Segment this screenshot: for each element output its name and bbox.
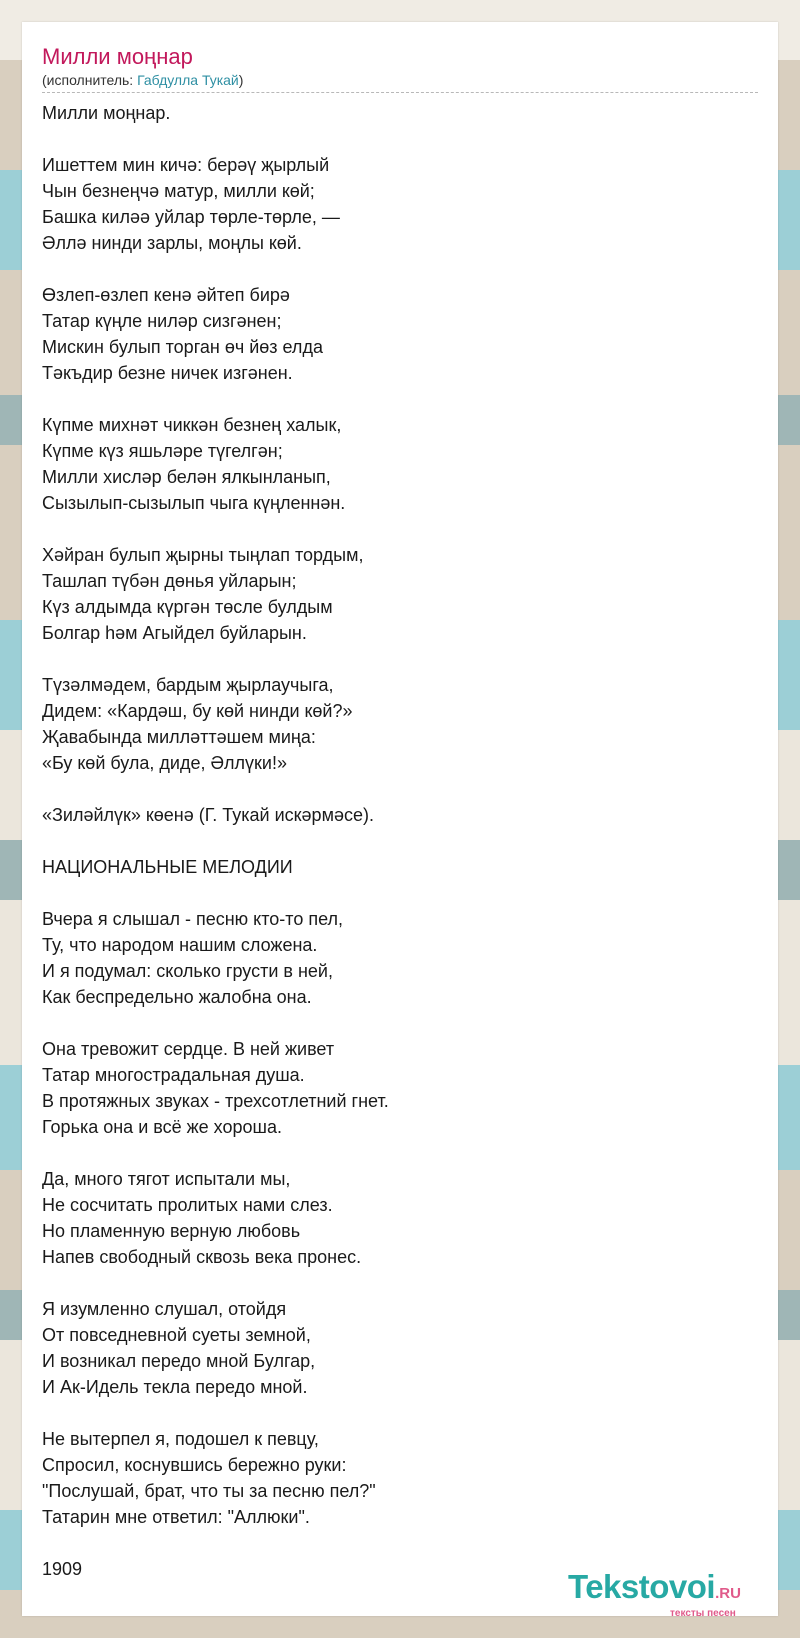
lyric-line: Татар многострадальная душа. xyxy=(42,1065,305,1085)
stanza xyxy=(42,854,742,880)
site-logo[interactable] xyxy=(568,1568,741,1619)
lyric-line: Ишеттем мин кичә: берәү җырлый xyxy=(42,155,330,175)
lyric-line: Мискин булып торган өч йөз елда xyxy=(42,337,323,357)
artist-prefix: (исполнитель: xyxy=(42,72,138,88)
logo-text: Tekstovoi xyxy=(568,1568,716,1605)
lyric-line: Дидем: «Кардәш, бу көй нинди көй?» xyxy=(42,701,353,721)
lyric-line: Күпме күз яшьләре түгелгән; xyxy=(42,441,283,461)
lyric-line: Ту, что народом нашим сложена. xyxy=(42,935,318,955)
lyric-line: Ташлап түбән дөнья уйларын; xyxy=(42,571,297,591)
lyric-line: Милли хисләр белән ялкынланып, xyxy=(42,467,331,487)
lyric-line: Түзәлмәдем, бардым җырлаучыга, xyxy=(42,675,334,695)
lyrics-text xyxy=(42,100,742,1608)
lyric-line: Әллә нинди зарлы, моңлы көй. xyxy=(42,233,302,253)
lyric-line: Вчера я слышал - песню кто-то пел, xyxy=(42,909,343,929)
lyric-line: Татарин мне ответил: "Аллюки". xyxy=(42,1507,310,1527)
lyric-line: Я изумленно слушал, отойдя xyxy=(42,1299,287,1319)
lyric-line: «Бу көй була, диде, Әллүки!» xyxy=(42,753,287,773)
page-title: Милли моңнар xyxy=(42,44,193,69)
stanza xyxy=(42,152,742,256)
lyric-line: И Ак-Идель текла передо мной. xyxy=(42,1377,308,1397)
lyric-line: Тәкъдир безне ничек изгәнен. xyxy=(42,363,293,383)
lyric-line: Болгар һәм Агыйдел буйларын. xyxy=(42,623,307,643)
stanza xyxy=(42,282,742,386)
stanza xyxy=(42,412,742,516)
artist-line xyxy=(42,72,243,88)
stanza xyxy=(42,100,742,126)
lyric-line: Хәйран булып җырны тыңлап тордым, xyxy=(42,545,364,565)
logo-tagline: тексты песен xyxy=(670,1608,736,1619)
stanza xyxy=(42,542,742,646)
lyric-line: Күпме михнәт чиккән безнең халык, xyxy=(42,415,342,435)
lyric-line: Өзлеп-өзлеп кенә әйтеп бирә xyxy=(42,285,290,305)
logo-tld: .RU xyxy=(715,1585,741,1602)
lyric-line: Сызылып-сызылып чыга күңленнән. xyxy=(42,493,346,513)
lyric-line: Но пламенную верную любовь xyxy=(42,1221,301,1241)
lyric-line: Башка киләә уйлар төрле-төрле, — xyxy=(42,207,340,227)
lyric-line: И я подумал: сколько грусти в ней, xyxy=(42,961,333,981)
divider xyxy=(42,92,758,93)
lyric-line: Да, много тягот испытали мы, xyxy=(42,1169,291,1189)
stanza xyxy=(42,1296,742,1400)
artist-link[interactable]: Габдулла Тукай xyxy=(137,72,239,88)
lyrics-card xyxy=(22,22,778,1616)
lyric-line: Она тревожит сердце. В ней живет xyxy=(42,1039,335,1059)
lyric-line: В протяжных звуках - трехсотлетний гнет. xyxy=(42,1091,389,1111)
lyric-line: От повседневной суеты земной, xyxy=(42,1325,311,1345)
lyric-line: «Зиләйлүк» көенә (Г. Тукай искәрмәсе). xyxy=(42,805,374,825)
lyric-line: Күз алдымда күргән төсле булдым xyxy=(42,597,333,617)
stanza xyxy=(42,906,742,1010)
lyric-line: Не сосчитать пролитых нами слез. xyxy=(42,1195,333,1215)
stanza xyxy=(42,802,742,828)
artist-suffix: ) xyxy=(238,72,244,88)
stanza xyxy=(42,1036,742,1140)
lyric-line: Татар күңле ниләр сизгәнен; xyxy=(42,311,282,331)
stanza xyxy=(42,672,742,776)
lyric-line: НАЦИОНАЛЬНЫЕ МЕЛОДИИ xyxy=(42,857,293,877)
lyric-line: Напев свободный сквозь века пронес. xyxy=(42,1247,362,1267)
lyric-line: И возникал передо мной Булгар, xyxy=(42,1351,316,1371)
lyric-line: Горька она и всё же хороша. xyxy=(42,1117,282,1137)
lyric-line: Җавабында милләттәшем миңа: xyxy=(42,727,316,747)
lyric-line: Милли моңнар. xyxy=(42,103,171,123)
stanza xyxy=(42,1166,742,1270)
stanza xyxy=(42,1426,742,1530)
lyric-line: Спросил, коснувшись бережно руки: xyxy=(42,1455,347,1475)
lyric-line: Чын безнеңчә матур, милли көй; xyxy=(42,181,315,201)
lyric-line: 1909 xyxy=(42,1559,83,1579)
lyric-line: "Послушай, брат, что ты за песню пел?" xyxy=(42,1481,376,1501)
lyric-line: Как беспредельно жалобна она. xyxy=(42,987,312,1007)
lyric-line: Не вытерпел я, подошел к певцу, xyxy=(42,1429,319,1449)
